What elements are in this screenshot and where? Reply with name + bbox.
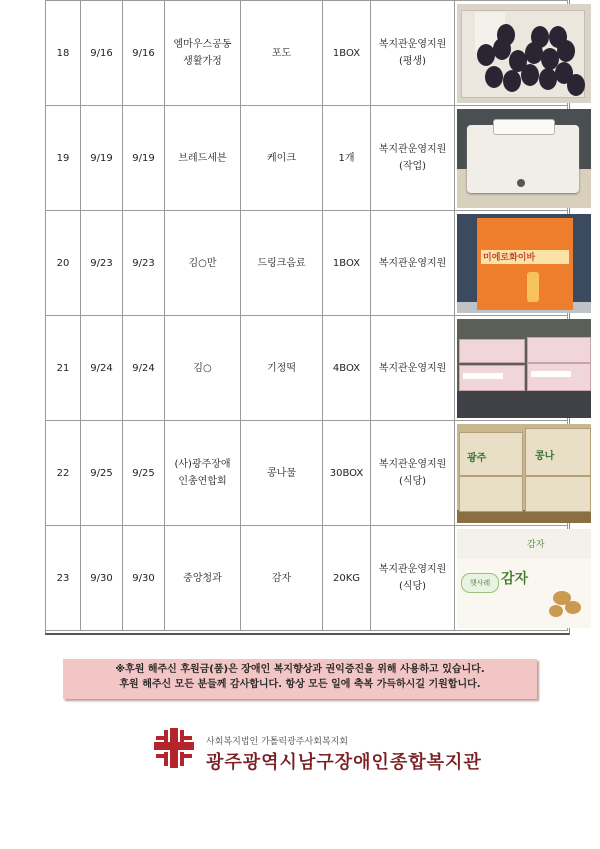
drink-box-photo xyxy=(457,214,591,313)
donor-name-line: 생활가정 xyxy=(183,56,222,67)
drink-brand-label: 미에로화이바 xyxy=(483,252,536,263)
organization-name: 광주광역시남구장애인종합복지관 xyxy=(206,752,482,773)
table-row xyxy=(46,421,568,526)
table-row xyxy=(46,211,568,316)
donor-cell xyxy=(165,316,241,421)
row-number: 20 xyxy=(46,211,81,316)
grape-bunch-icon xyxy=(531,26,549,48)
item-name: 포도 xyxy=(241,1,323,106)
delivery-date: 9/23 xyxy=(123,211,165,316)
delivery-date: 9/19 xyxy=(123,106,165,211)
usage-cell xyxy=(371,316,455,421)
donor-name-line: 중앙청과 xyxy=(183,572,222,584)
grape-bunch-icon xyxy=(567,74,585,96)
item-name: 감자 xyxy=(241,526,323,631)
potato-label: 감자 xyxy=(501,570,529,587)
usage-cell xyxy=(371,421,455,526)
quantity: 1BOX xyxy=(323,1,371,106)
usage-line: (작업) xyxy=(398,161,427,172)
photo-cell xyxy=(455,211,568,316)
donor-name-line: 브레드세븐 xyxy=(178,152,227,164)
grape-bunch-icon xyxy=(549,26,567,48)
organization-subtitle: 사회복지법인 가톨릭광주사회복지회 xyxy=(206,737,348,747)
notice-banner xyxy=(63,659,537,699)
item-name: 콩나물 xyxy=(241,421,323,526)
row-number: 18 xyxy=(46,1,81,106)
usage-line: (평생) xyxy=(398,56,427,67)
grape-bunch-icon xyxy=(503,70,521,92)
box-label: 콩나 xyxy=(535,450,555,462)
donor-cell xyxy=(165,1,241,106)
donor-cell xyxy=(165,211,241,316)
grape-bunch-icon xyxy=(485,66,503,88)
donor-name-line: 인총연합회 xyxy=(178,476,227,487)
usage-line: 복지관운영지원 xyxy=(378,39,447,50)
row-number: 22 xyxy=(46,421,81,526)
donor-name-line: 김○만 xyxy=(188,257,217,269)
receipt-date: 9/19 xyxy=(81,106,123,211)
item-name: 케이크 xyxy=(241,106,323,211)
photo-cell xyxy=(455,316,568,421)
potato-box-photo xyxy=(457,529,591,628)
donor-name-line: 엠마우스공동 xyxy=(173,39,232,50)
usage-line: 복지관운영지원 xyxy=(378,564,447,575)
grape-bunch-icon xyxy=(497,24,515,46)
table-row xyxy=(46,526,568,631)
cake-box-photo xyxy=(457,109,591,208)
donor-name-line: 김○ xyxy=(193,362,212,374)
usage-line: 복지관운영지원 xyxy=(378,257,447,269)
grapes-photo xyxy=(457,4,591,103)
notice-line-1: ※후원 해주신 후원금(품)은 장애인 복지향상과 권익증진을 위해 사용하고 있습니다. xyxy=(115,664,485,675)
receipt-date: 9/24 xyxy=(81,316,123,421)
delivery-date: 9/30 xyxy=(123,526,165,631)
usage-cell xyxy=(371,1,455,106)
delivery-date: 9/16 xyxy=(123,1,165,106)
receipt-date: 9/23 xyxy=(81,211,123,316)
photo-cell xyxy=(455,421,568,526)
donation-table xyxy=(45,0,568,631)
row-number: 23 xyxy=(46,526,81,631)
table-row xyxy=(46,1,568,106)
delivery-date: 9/24 xyxy=(123,316,165,421)
row-number: 19 xyxy=(46,106,81,211)
usage-cell xyxy=(371,211,455,316)
photo-cell xyxy=(455,106,568,211)
grape-bunch-icon xyxy=(521,64,539,86)
quantity: 1BOX xyxy=(323,211,371,316)
row-number: 21 xyxy=(46,316,81,421)
usage-line: (식당) xyxy=(398,581,427,592)
usage-cell xyxy=(371,106,455,211)
table-row xyxy=(46,316,568,421)
photo-cell xyxy=(455,526,568,631)
quantity: 1개 xyxy=(323,106,371,211)
box-label: 광주 xyxy=(467,452,487,464)
photo-cell xyxy=(455,1,568,106)
usage-line: 복지관운영지원 xyxy=(378,362,447,374)
usage-cell xyxy=(371,526,455,631)
donor-cell xyxy=(165,106,241,211)
donor-name-line: (사)광주장애 xyxy=(174,459,231,470)
usage-line: 복지관운영지원 xyxy=(378,144,447,155)
donor-cell xyxy=(165,526,241,631)
cross-logo-icon xyxy=(152,726,196,770)
receipt-date: 9/16 xyxy=(81,1,123,106)
quantity: 4BOX xyxy=(323,316,371,421)
box-top-label: 감자 xyxy=(527,539,545,550)
quantity: 30BOX xyxy=(323,421,371,526)
item-name: 기정떡 xyxy=(241,316,323,421)
donor-cell xyxy=(165,421,241,526)
receipt-date: 9/30 xyxy=(81,526,123,631)
organization-logo xyxy=(152,722,482,782)
rice-cake-photo xyxy=(457,319,591,418)
delivery-date: 9/25 xyxy=(123,421,165,526)
item-name: 드링크음료 xyxy=(241,211,323,316)
receipt-date: 9/25 xyxy=(81,421,123,526)
quantity: 20KG xyxy=(323,526,371,631)
notice-line-2: 후원 해주신 모든 분들께 감사합니다. 항상 모든 일에 축복 가득하시길 기원합니다. xyxy=(119,679,481,690)
usage-line: (식당) xyxy=(398,476,427,487)
brand-logo: 햇사레 xyxy=(461,573,499,593)
bean-sprout-photo xyxy=(457,424,591,523)
table-row xyxy=(46,106,568,211)
usage-line: 복지관운영지원 xyxy=(378,459,447,470)
